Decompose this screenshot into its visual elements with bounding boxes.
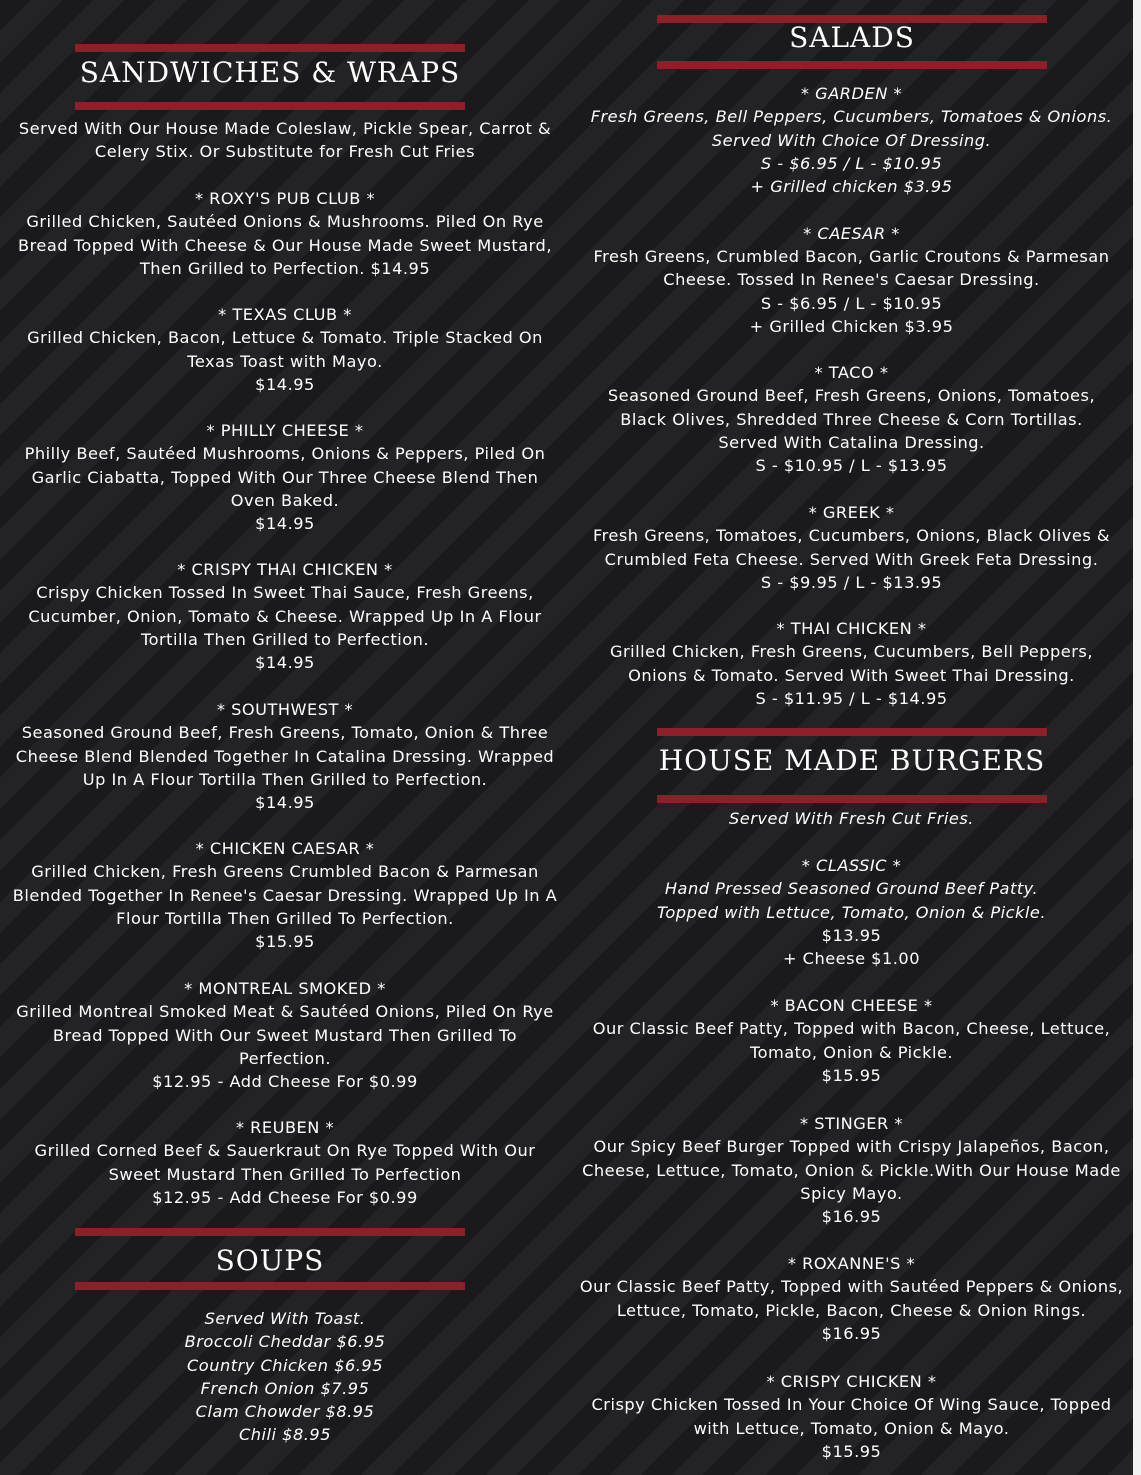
item-description: Seasoned Ground Beef, Fresh Greens, Tomato, Onion & Three [21, 723, 549, 743]
item-description: Our Spicy Beef Burger Topped with Crispy Jalapeños, Bacon, [593, 1137, 1110, 1157]
item-addon: + Grilled Chicken $3.95 [749, 316, 954, 336]
soup-item: Chili $8.95 [238, 1425, 332, 1445]
item-description: with Lettuce, Tomato, Onion & Mayo. [693, 1418, 1010, 1438]
menu-item-thai-chicken-salad [570, 617, 1133, 710]
menu-item-garden [570, 82, 1133, 198]
item-description: Grilled Montreal Smoked Meat & Sautéed Onions, Piled On Rye [16, 1002, 554, 1022]
item-name: * GREEK * [808, 503, 895, 522]
item-description: Crumbled Feta Cheese. Served With Greek Feta Dressing. [604, 549, 1099, 569]
item-description: Lettuce, Tomato, Pickle, Bacon, Cheese & Onion Rings. [616, 1300, 1087, 1320]
menu-item-caesar-salad [570, 222, 1133, 245]
item-name: * TEXAS CLUB * [218, 305, 352, 324]
item-name: * TACO * [814, 363, 889, 382]
item-description: Grilled Chicken, Bacon, Lettuce & Tomato. Triple Stacked On [27, 328, 543, 348]
sandwiches-intro-line: Served With Our House Made Coleslaw, Pickle Spear, Carrot & [18, 119, 552, 138]
item-price: $12.95 - Add Cheese For $0.99 [152, 1072, 418, 1092]
item-price: $16.95 [821, 1207, 882, 1227]
item-description: Onions & Tomato. Served With Sweet Thai Dressing. [628, 665, 1075, 685]
menu-item-roxannes [570, 1252, 1133, 1345]
item-description: Fresh Greens, Bell Peppers, Cucumbers, Tomatoes & Onions. [590, 107, 1113, 127]
item-description: Bread Topped With Our Sweet Mustard Then Grilled To [52, 1025, 518, 1045]
item-description: Then Grilled to Perfection. $14.95 [139, 258, 431, 278]
soups-section [0, 1307, 570, 1447]
item-description: Seasoned Ground Beef, Fresh Greens, Onions, Tomatoes, [607, 386, 1096, 406]
item-addon: + Cheese $1.00 [782, 949, 921, 969]
item-description: Grilled Corned Beef & Sauerkraut On Rye Topped With Our [34, 1141, 536, 1161]
soups-intro: Served With Toast. [204, 1309, 366, 1328]
page-edge [1133, 0, 1141, 1475]
item-price: $14.95 [255, 514, 315, 534]
item-name: * CHICKEN CAESAR * [195, 839, 375, 858]
item-price: $16.95 [821, 1323, 882, 1343]
item-description: Texas Toast with Mayo. [187, 351, 383, 371]
section-bar [75, 1228, 465, 1236]
item-name: * CRISPY THAI CHICKEN * [177, 560, 393, 579]
item-description: Served With Catalina Dressing. [718, 432, 985, 452]
menu-item-crispy-thai-chicken [0, 558, 570, 674]
sandwiches-intro-line: Celery Stix. Or Substitute for Fresh Cut Fries [94, 142, 476, 162]
item-description: Grilled Chicken, Sautéed Onions & Mushrooms. Piled On Rye [26, 212, 544, 232]
item-name: * STINGER * [799, 1114, 904, 1133]
item-price: S - $9.95 / L - $13.95 [760, 572, 943, 592]
item-name: * CAESAR * [803, 224, 900, 243]
item-name: * CRISPY CHICKEN * [766, 1372, 937, 1391]
item-description: Cucumber, Onion, Tomato & Cheese. Wrapped Up In A Flour [28, 606, 542, 626]
item-description: Grilled Chicken, Fresh Greens, Cucumbers, Bell Peppers, [609, 642, 1093, 662]
item-description: Our Classic Beef Patty, Topped with Bacon, Cheese, Lettuce, [592, 1019, 1111, 1039]
section-bar [657, 61, 1047, 69]
item-price: S - $6.95 / L - $10.95 [760, 153, 943, 173]
section-bar [75, 44, 465, 52]
item-price: $15.95 [821, 1065, 882, 1085]
menu-item-taco-salad [570, 361, 1133, 477]
item-description: Oven Baked. [230, 490, 340, 510]
menu-item-montreal-smoked [0, 977, 570, 1093]
section-bar [75, 102, 465, 110]
item-description: Spicy Mayo. [800, 1183, 903, 1203]
salads-title: SALADS [789, 21, 915, 54]
item-description: Tortilla Then Grilled to Perfection. [140, 629, 430, 649]
menu-item-crispy-chicken-burger [570, 1370, 1133, 1463]
item-description: Philly Beef, Sautéed Mushrooms, Onions & Peppers, Piled On [24, 444, 546, 464]
item-description: Up In A Flour Tortilla Then Grilled to Perfection. [82, 769, 488, 789]
menu-item-southwest [0, 698, 570, 814]
item-description: Cheese Blend Blended Together In Catalina Dressing. Wrapped [15, 746, 555, 766]
item-description: Fresh Greens, Crumbled Bacon, Garlic Croutons & Parmesan [593, 247, 1110, 266]
item-description: Served With Choice Of Dressing. [711, 130, 992, 150]
item-description: Perfection. [238, 1048, 331, 1068]
item-description: Hand Pressed Seasoned Ground Beef Patty. [664, 879, 1039, 899]
item-name: * PHILLY CHEESE * [206, 421, 364, 440]
menu-item-bacon-cheese [570, 994, 1133, 1087]
item-name: * MONTREAL SMOKED * [184, 979, 386, 998]
menu-item-greek-salad [570, 501, 1133, 594]
item-name: * THAI CHICKEN * [776, 619, 927, 638]
menu-item-chicken-caesar [0, 837, 570, 953]
item-price: $15.95 [821, 1441, 882, 1461]
item-price: S - $11.95 / L - $14.95 [755, 688, 948, 708]
item-addon: + Grilled chicken $3.95 [750, 177, 953, 197]
burgers-intro [570, 807, 1133, 830]
item-description: Fresh Greens, Tomatoes, Cucumbers, Onions, Black Olives & [592, 526, 1111, 546]
item-name: * ROXANNE'S * [787, 1254, 916, 1273]
item-description: Cheese, Lettuce, Tomato, Onion & Pickle.With Our House Made [582, 1160, 1121, 1180]
item-description: Tomato, Onion & Pickle. [749, 1042, 954, 1062]
item-name: * REUBEN * [235, 1118, 335, 1137]
sandwiches-section [0, 117, 570, 164]
item-price: $14.95 [255, 653, 315, 673]
menu-item-reuben [0, 1116, 570, 1209]
caesar-salad-details [570, 245, 1133, 338]
item-name: * CLASSIC * [801, 856, 902, 875]
item-price: $15.95 [255, 932, 315, 952]
menu-item-philly-cheese [0, 419, 570, 535]
item-description: Blended Together In Renee's Caesar Dressing. Wrapped Up In A [12, 885, 558, 905]
item-price: $14.95 [255, 793, 315, 813]
item-description: Our Classic Beef Patty, Topped with Sautéed Peppers & Onions, [579, 1277, 1124, 1297]
soup-item: Broccoli Cheddar $6.95 [184, 1332, 386, 1352]
burgers-intro-line: Served With Fresh Cut Fries. [729, 809, 974, 828]
burgers-title: HOUSE MADE BURGERS [658, 744, 1046, 777]
menu-item-classic-burger [570, 854, 1133, 924]
section-bar [75, 1282, 465, 1290]
classic-burger-prices [570, 924, 1133, 971]
item-description: Crispy Chicken Tossed In Your Choice Of Wing Sauce, Topped [591, 1395, 1112, 1415]
section-bar [657, 795, 1047, 803]
item-description: Grilled Chicken, Fresh Greens Crumbled Bacon & Parmesan [31, 862, 539, 882]
item-price: $13.95 [821, 926, 882, 945]
menu-item-stinger [570, 1112, 1133, 1228]
item-price: $12.95 - Add Cheese For $0.99 [152, 1187, 418, 1207]
soup-item: French Onion $7.95 [200, 1378, 370, 1398]
item-description: Bread Topped With Cheese & Our House Made Sweet Mustard, [18, 235, 552, 255]
section-bar [657, 728, 1047, 736]
item-description: Black Olives, Shredded Three Cheese & Corn Tortillas. [620, 409, 1083, 429]
item-description: Garlic Ciabatta, Topped With Our Three Cheese Blend Then [31, 467, 539, 487]
menu-item-texas-club [0, 303, 570, 396]
item-name: * ROXY'S PUB CLUB * [194, 189, 376, 208]
soup-item: Clam Chowder $8.95 [195, 1402, 375, 1422]
item-description: Topped with Lettuce, Tomato, Onion & Pickle. [656, 902, 1047, 922]
item-name: * BACON CHEESE * [770, 996, 933, 1015]
item-description: Flour Tortilla Then Grilled To Perfection. [116, 908, 454, 928]
item-name: * SOUTHWEST * [216, 700, 354, 719]
item-price: $14.95 [255, 374, 315, 394]
item-price: S - $10.95 / L - $13.95 [755, 456, 948, 476]
item-name: * GARDEN * [800, 84, 903, 103]
soup-item: Country Chicken $6.95 [187, 1355, 383, 1375]
item-description: Cheese. Tossed In Renee's Caesar Dressing. [663, 270, 1040, 290]
item-description: Sweet Mustard Then Grilled To Perfection [108, 1164, 462, 1184]
menu-item-roxys-pub-club [0, 187, 570, 280]
soups-title: SOUPS [215, 1244, 325, 1277]
item-price: S - $6.95 / L - $10.95 [760, 293, 943, 313]
sandwiches-title: SANDWICHES & WRAPS [79, 56, 461, 89]
item-description: Crispy Chicken Tossed In Sweet Thai Sauce, Fresh Greens, [36, 583, 534, 603]
